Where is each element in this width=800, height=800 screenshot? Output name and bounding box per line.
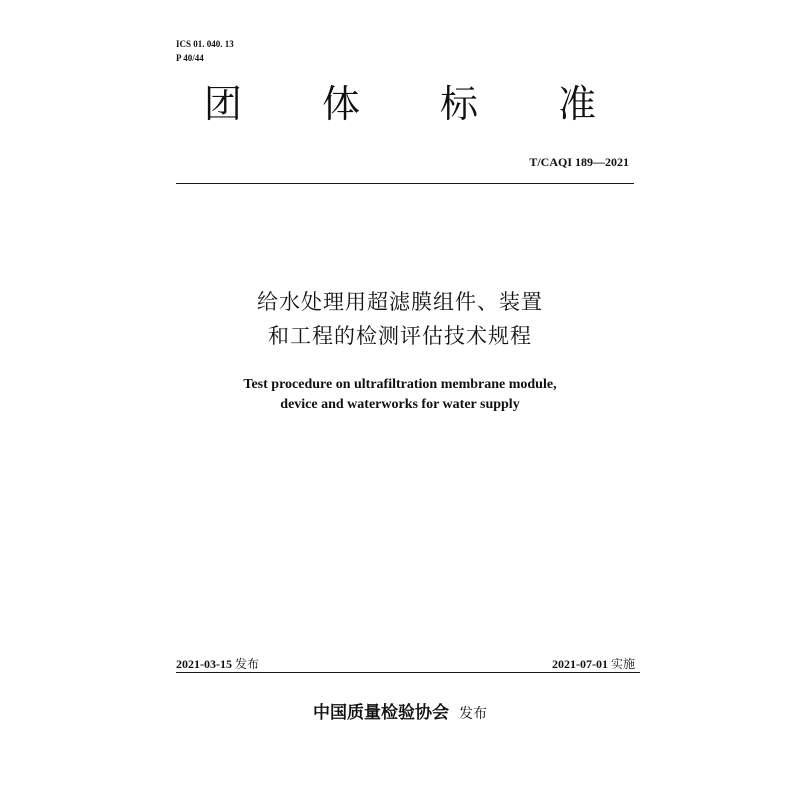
english-title bbox=[0, 375, 800, 415]
chinese-title-line-1: 给水处理用超滤膜组件、装置 bbox=[257, 290, 543, 314]
bottom-divider bbox=[176, 672, 640, 673]
publisher-name: 中国质量检验协会 bbox=[313, 703, 449, 723]
document-category-heading: 团 体 标 准 bbox=[203, 82, 631, 126]
english-title-line-2: device and waterworks for water supply bbox=[280, 397, 520, 412]
classification-codes bbox=[176, 37, 234, 65]
implement-date: 2021-07-01 bbox=[551, 657, 608, 671]
publisher-line bbox=[0, 698, 800, 723]
chinese-title bbox=[0, 285, 800, 353]
issue-date-block bbox=[176, 655, 259, 672]
implement-label: 实施 bbox=[610, 657, 635, 671]
issue-date: 2021-03-15 bbox=[176, 657, 232, 671]
english-title-line-1: Test procedure on ultrafiltration membrane module, bbox=[243, 377, 557, 392]
publisher-suffix: 发布 bbox=[459, 706, 487, 722]
ics-code: ICS 01. 040. 13 bbox=[176, 39, 234, 49]
implement-date-block bbox=[552, 655, 635, 672]
standard-number: T/CAQI 189—2021 bbox=[529, 155, 629, 169]
chinese-title-line-2: 和工程的检测评估技术规程 bbox=[268, 324, 532, 348]
issue-label: 发布 bbox=[235, 657, 260, 671]
top-divider bbox=[176, 183, 634, 184]
ccs-code: P 40/44 bbox=[176, 53, 204, 63]
